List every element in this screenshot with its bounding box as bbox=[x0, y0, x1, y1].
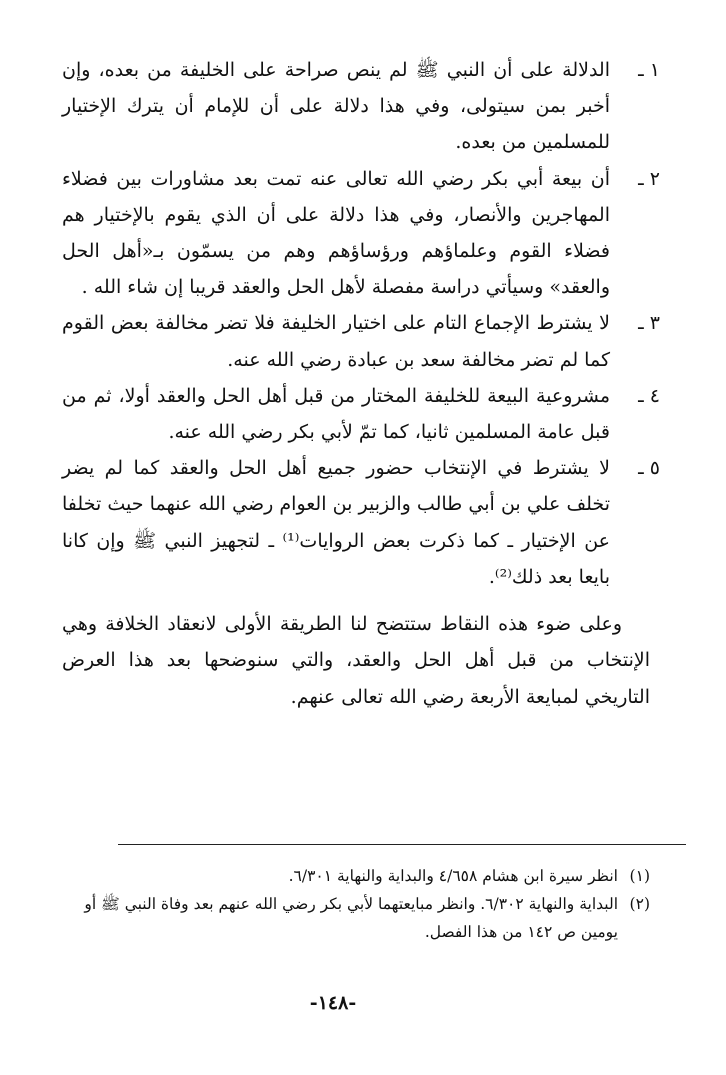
footnote-number: (١) bbox=[629, 867, 650, 885]
point-item bbox=[62, 305, 660, 377]
point-text: أن بيعة أبي بكر رضي الله تعالى عنه تمت بعد مشاورات بين فضلاء المهاجرين والأنصار، وفي هذا دلالة على أن الذي يقوم بالإختيار هم فضلاء القوم وعلماؤهم ورؤساؤهم وهم من يسمّون بـ«أهل الحل والعقد» وسيأتي دراسة مفصلة لأهل الحل والعقد قريبا إن شاء الله . bbox=[62, 167, 610, 299]
point-text: الدلالة على أن النبي ﷺ لم ينص صراحة على الخليفة من بعده، وإن أخبر بمن سيتولى، وفي هذا دلالة على أن للإمام أن يترك الإختيار للمسلمين من بعده. bbox=[62, 59, 610, 154]
footnote-number: (٢) bbox=[629, 895, 650, 913]
summary-paragraph: وعلى ضوء هذه النقاط ستتضح لنا الطريقة الأولى لانعقاد الخلافة وهي الإنتخاب من قبل أهل الحل والعقد، والتي سنوضحها بعد هذا العرض التاريخي لمبايعة الأربعة رضي الله تعالى عنهم. bbox=[62, 613, 650, 708]
point-text: مشروعية البيعة للخليفة المختار من قبل أهل الحل والعقد أولا، ثم من قبل عامة المسلمين ثانيا، كما تمّ لأبي بكر رضي الله عنه. bbox=[62, 384, 610, 444]
point-number: ١ ـ bbox=[638, 59, 660, 81]
point-number: ٣ ـ bbox=[638, 312, 660, 335]
footnote-separator bbox=[118, 844, 686, 845]
page-number: -١٤٨- bbox=[309, 992, 357, 1014]
point-item bbox=[62, 450, 660, 595]
footnote-item bbox=[56, 890, 650, 946]
footnotes-list bbox=[56, 862, 650, 946]
point-number: ٥ ـ bbox=[638, 457, 660, 480]
point-item bbox=[62, 52, 660, 161]
point-item bbox=[62, 161, 660, 306]
point-number: ٤ ـ bbox=[638, 384, 660, 407]
footnote-text: البداية والنهاية ٦/٣٠٢. وانظر مبايعتهما لأبي بكر رضي الله عنهم بعد وفاة النبي ﷺ أو يومين ص ١٤٢ من هذا الفصل. bbox=[84, 895, 618, 941]
numbered-points-list bbox=[62, 52, 660, 595]
footnote-text: انظر سيرة ابن هشام ٤/٦٥٨ والبداية والنهاية ٦/٣٠١. bbox=[288, 867, 618, 885]
point-text: لا يشترط الإجماع التام على اختيار الخليفة فلا تضر مخالفة بعض القوم كما لم تضر مخالفة سعد بن عبادة رضي الله عنه. bbox=[62, 312, 610, 371]
point-number: ٢ ـ bbox=[638, 167, 660, 190]
point-text: لا يشترط في الإنتخاب حضور جميع أهل الحل والعقد كما لم يضر تخلف علي بن أبي طالب والزبير بن العوام رضي الله عنهما حيث تخلفا عن الإختيار ـ كما ذكرت بعض الروايات⁽¹⁾ ـ لتجهيز النبي ﷺ وإن كانا بايعا بعد ذلك⁽²⁾. bbox=[62, 457, 610, 588]
footnote-item bbox=[56, 862, 650, 890]
point-item bbox=[62, 378, 660, 450]
